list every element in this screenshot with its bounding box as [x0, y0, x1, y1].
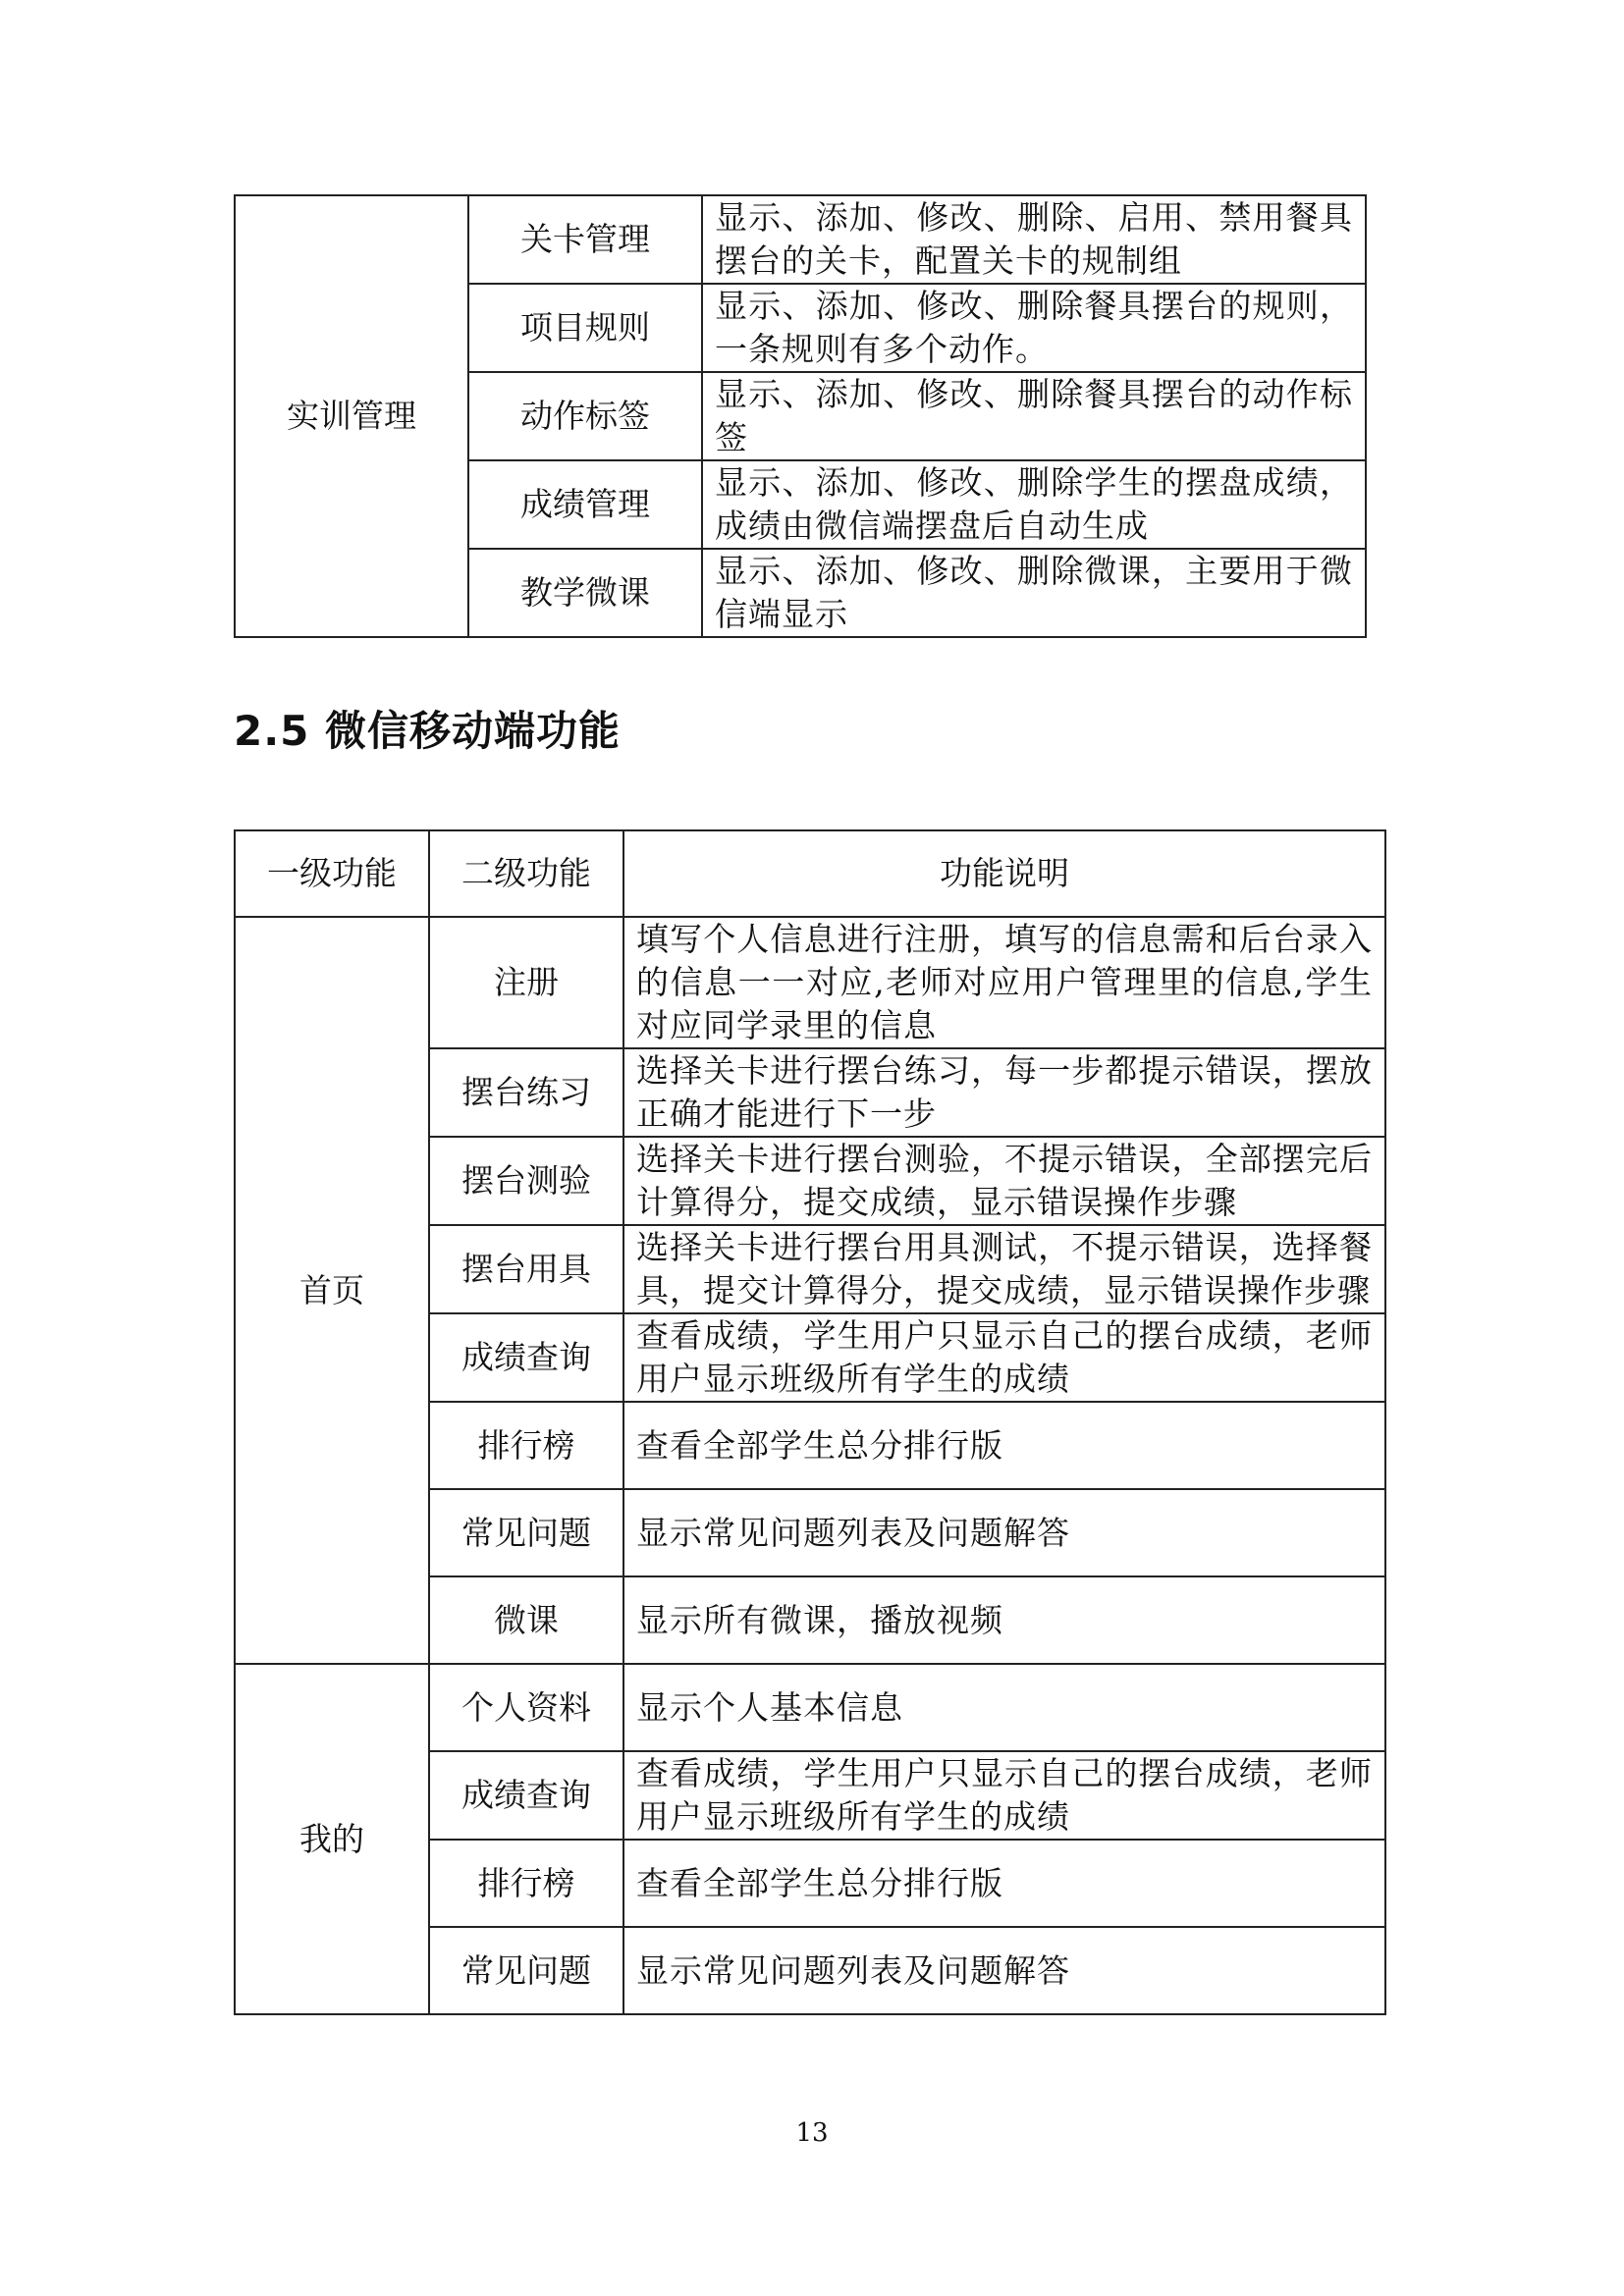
feature-name-cell: 成绩管理 — [468, 460, 702, 549]
section-heading — [234, 699, 621, 758]
group-cell: 实训管理 — [235, 195, 468, 637]
feature-desc-cell: 显示、添加、修改、删除学生的摆盘成绩，成绩由微信端摆盘后自动生成 — [702, 460, 1366, 549]
group-cell: 我的 — [235, 1664, 429, 2014]
feature-desc-cell: 显示、添加、修改、删除微课，主要用于微信端显示 — [702, 549, 1366, 637]
feature-desc-cell: 填写个人信息进行注册，填写的信息需和后台录入的信息一一对应,老师对应用户管理里的信息,学生对应同学录里的信息 — [623, 917, 1385, 1048]
header-cell: 一级功能 — [235, 830, 429, 917]
feature-desc-cell: 显示个人基本信息 — [623, 1664, 1385, 1751]
feature-desc-cell: 选择关卡进行摆台测验，不提示错误，全部摆完后计算得分，提交成绩，显示错误操作步骤 — [623, 1137, 1385, 1225]
feature-name-cell: 关卡管理 — [468, 195, 702, 284]
feature-name-cell: 摆台用具 — [429, 1225, 623, 1313]
feature-desc-cell: 选择关卡进行摆台练习，每一步都提示错误，摆放正确才能进行下一步 — [623, 1048, 1385, 1137]
feature-desc-cell: 显示所有微课，播放视频 — [623, 1576, 1385, 1664]
feature-desc-cell: 显示常见问题列表及问题解答 — [623, 1927, 1385, 2014]
feature-desc-cell: 选择关卡进行摆台用具测试，不提示错误，选择餐具，提交计算得分，提交成绩，显示错误操作步骤 — [623, 1225, 1385, 1313]
section-title: 微信移动端功能 — [325, 707, 622, 755]
feature-name-cell: 教学微课 — [468, 549, 702, 637]
feature-name-cell: 常见问题 — [429, 1489, 623, 1576]
feature-desc-cell: 显示、添加、修改、删除餐具摆台的规则，一条规则有多个动作。 — [702, 284, 1366, 372]
section-number: 2.5 — [234, 707, 310, 755]
feature-name-cell: 个人资料 — [429, 1664, 623, 1751]
group-cell: 首页 — [235, 917, 429, 1664]
feature-name-cell: 成绩查询 — [429, 1751, 623, 1840]
training-management-table — [234, 194, 1367, 638]
feature-name-cell: 微课 — [429, 1576, 623, 1664]
feature-desc-cell: 查看成绩，学生用户只显示自己的摆台成绩，老师用户显示班级所有学生的成绩 — [623, 1751, 1385, 1840]
header-cell: 二级功能 — [429, 830, 623, 917]
feature-desc-cell: 查看全部学生总分排行版 — [623, 1840, 1385, 1927]
feature-desc-cell: 查看成绩，学生用户只显示自己的摆台成绩，老师用户显示班级所有学生的成绩 — [623, 1313, 1385, 1402]
header-cell: 功能说明 — [623, 830, 1385, 917]
feature-name-cell: 排行榜 — [429, 1840, 623, 1927]
feature-desc-cell: 显示常见问题列表及问题解答 — [623, 1489, 1385, 1576]
feature-name-cell: 常见问题 — [429, 1927, 623, 2014]
feature-name-cell: 动作标签 — [468, 372, 702, 460]
feature-name-cell: 成绩查询 — [429, 1313, 623, 1402]
feature-desc-cell: 显示、添加、修改、删除餐具摆台的动作标签 — [702, 372, 1366, 460]
page-number: 13 — [795, 2118, 829, 2148]
feature-name-cell: 摆台练习 — [429, 1048, 623, 1137]
feature-name-cell: 注册 — [429, 917, 623, 1048]
feature-desc-cell: 显示、添加、修改、删除、启用、禁用餐具摆台的关卡，配置关卡的规制组 — [702, 195, 1366, 284]
wechat-functions-table — [234, 829, 1386, 2015]
feature-desc-cell: 查看全部学生总分排行版 — [623, 1402, 1385, 1489]
feature-name-cell: 排行榜 — [429, 1402, 623, 1489]
feature-name-cell: 摆台测验 — [429, 1137, 623, 1225]
feature-name-cell: 项目规则 — [468, 284, 702, 372]
